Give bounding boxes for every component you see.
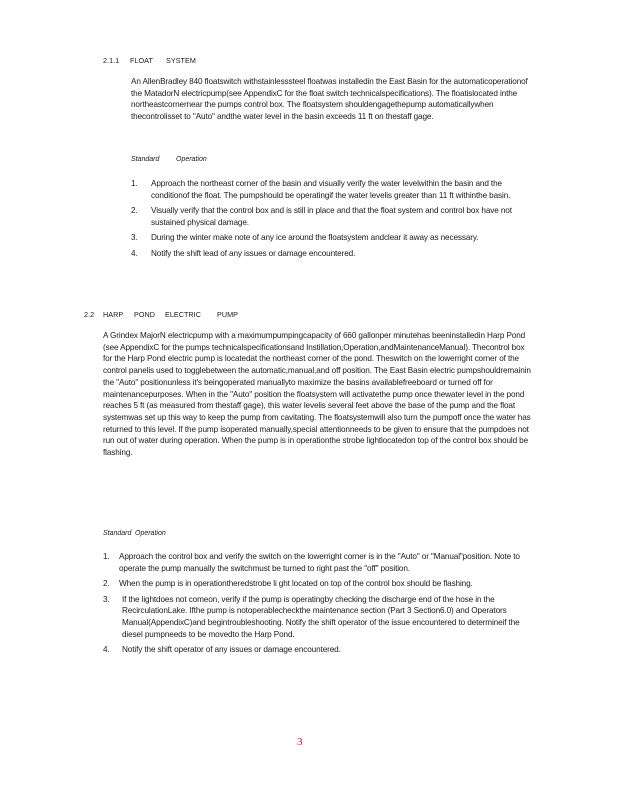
- step-number: 1.: [131, 179, 138, 188]
- section-22-number: 2.2: [84, 310, 95, 319]
- page-number: 3: [297, 736, 303, 748]
- section-22-title-word1: HARP: [103, 310, 124, 319]
- section-211-step: [131, 178, 527, 201]
- section-211-subhead-word2: Operation: [176, 156, 207, 163]
- section-211-heading: [103, 56, 196, 65]
- step-number: 2.: [131, 206, 138, 216]
- section-211-subhead-word1: Standard: [131, 156, 160, 163]
- section-22-title-word2: POND: [134, 310, 155, 319]
- section-211-title-word1: FLOAT: [130, 56, 153, 65]
- section-211-step: [131, 248, 527, 260]
- step-number: 3.: [103, 594, 110, 604]
- section-22-step: [103, 578, 537, 590]
- section-22-subhead: [103, 530, 166, 537]
- section-22-subhead-word1: Standard: [103, 530, 132, 537]
- step-text: Visually verify that the control box and is still in place and that the float system and control box have not sustained physical damage.: [151, 206, 512, 227]
- section-211-subhead: [131, 156, 207, 163]
- section-211-steps: [131, 178, 527, 260]
- section-22-step: [103, 594, 537, 640]
- step-number: 2.: [103, 579, 110, 589]
- step-text: Notify the shift lead of any issues or damage encountered.: [151, 248, 356, 258]
- step-text: Approach the northeast corner of the basin and visually verify the water levelwithin the basin and the conditionof the float. The pumpshould be operatingif the water levelis greater than 11 ft withinthe basin.: [151, 179, 511, 200]
- step-number: 1.: [103, 552, 110, 561]
- section-22-step: [103, 551, 537, 574]
- step-text: Notify the shift operator of any issues or damage encountered.: [122, 645, 341, 655]
- section-211-paragraph: An AllenBradley 840 floatswitch withstainlesssteel floatwas installedin the East Basin for the automaticoperationof the MatadorN electricpump(see AppendixC for the float switch technicalspecifications). The floatislocated inthe northeastcornernear the pumps control box. The floatsystem shouldengagethepump automaticallywhen thecontrolisset to "Auto" andthe water level in the basin exceeds 11 ft on thestaff gage.: [131, 77, 528, 122]
- section-211-number: 2.1.1: [103, 56, 120, 65]
- section-211-title-word2: SYSTEM: [166, 56, 196, 65]
- step-text: If the lightdoes not comeon, verify if the pump is operatingby checking the discharge end of the hose in the RecirculationLake. Ifthe pump is notoperablecheckthe maintenance section (Part 3 Section6.0) and Operators Manual(AppendixC)and begintroubleshooting. Notify the shift operator of the issue encountered to determineif the diesel pumpneeds to be movedto the Harp Pond.: [122, 594, 520, 639]
- section-22-title-word4: PUMP: [217, 310, 238, 319]
- step-number: 3.: [131, 233, 138, 243]
- section-211-step: [131, 232, 527, 244]
- section-22-heading: [84, 310, 238, 319]
- step-text: When the pump is in operationtheredstrobe li ght located on top of the control box should be flashing.: [119, 579, 473, 589]
- section-22-paragraph: A Grindex MajorN electricpump with a maximumpumpingcapacity of 660 gallonper minutehas beeninstalledin Harp Pond (see AppendixC for the pumps technicalspecificationsand Instillation,Operation,andMaintenanceManual). Thecontrol box for the Harp Pond electric pump is locatedat the northeast corner of the pond. Theswitch on the lowerright corner of the control panelis used to togglebetween the automatic,manual,and off position. The East Basin electric pumpshouldremainin the "Auto" positionunless it's beingoperated manuallyto maximize the basins availablefreeboard or turned off for maintenancepurposes. When in the "Auto" position the floatsystem will activatethe pump once thewater level in the pond reaches 5 ft (as measured from thestaff gage), this water levelis several feet above the base of the pump and the float systemwas set up this way to keep the pump from cavitating. The floatsystemwill also turn the pumpoff once the water has returned to this level. If the pump isoperated manually,special attentionneeds to be given to ensure that the pumpdoes not run out of water during operation. When the pump is in operationthe strobe lightlocatedon top of the control box should be flashing.: [103, 331, 531, 458]
- step-number: 4.: [131, 248, 138, 258]
- section-22-steps: [103, 551, 537, 656]
- step-text: During the winter make note of any ice around the floatsystem andclear it away as necessary.: [151, 233, 479, 243]
- step-text: Approach the control box and verify the switch on the lowerright corner is in the "Auto" or "Manual"position. Note to operate the pump manually the switchmust be turned to right past the "off" position.: [119, 552, 520, 573]
- section-22-step: [103, 644, 537, 656]
- section-22-title-word3: ELECTRIC: [165, 310, 201, 319]
- section-22-subhead-word2: Operation: [135, 530, 166, 537]
- step-number: 4.: [103, 645, 110, 655]
- section-211-step: [131, 205, 527, 228]
